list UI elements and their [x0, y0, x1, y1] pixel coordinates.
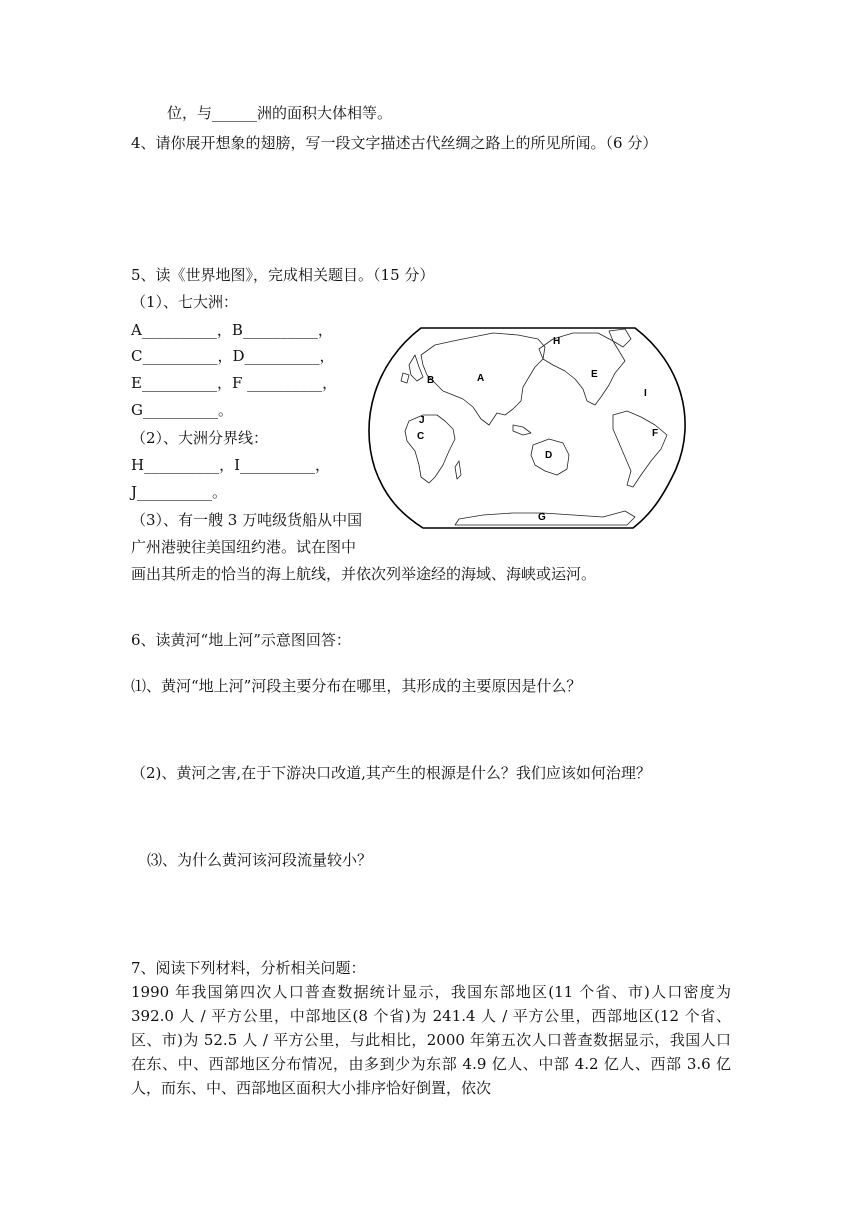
- map-label-h: H: [553, 336, 561, 347]
- question-5: 5、读《世界地图》，完成相关题目。（15 分）: [131, 266, 435, 284]
- map-label-j: J: [419, 415, 425, 426]
- map-label-a: A: [477, 373, 485, 384]
- q7-material-paragraph: 1990 年我国第四次人口普查数据统计显示，我国东部地区(11 个省、市)人口密度为 392.0 人 / 平方公里，中部地区(8 个省)为 241.4 人 / 平方公里，西部地区(12 个省、区、市)为 52.5 人 / 平方公里，与此相比，2000 年第五次人口普查数据显示，我国人口在东、中、西部地区分布情况，由多到少为东部 4.9 亿人、中部 4.2 亿人、西部 3.6 亿人，而东、中、西部地区面积大小排序恰好倒置，依次: [131, 983, 731, 1097]
- blank-j: J__________。: [131, 483, 228, 501]
- blank-ab: A__________，B__________，: [131, 321, 333, 339]
- q5-part-3-line1: （3）、有一艘 3 万吨级货船从中国: [131, 511, 363, 529]
- blank-cd: C__________，D__________，: [131, 347, 335, 365]
- map-label-g: G: [538, 512, 546, 523]
- map-label-d: D: [545, 450, 553, 461]
- map-label-f: F: [652, 428, 659, 439]
- map-label-b: B: [427, 375, 435, 386]
- blank-g: G__________。: [131, 401, 233, 419]
- q5-part-3-line2: 广州港驶往美国纽约港。试在图中: [131, 538, 357, 556]
- question-4: 4、请你展开想象的翅膀，写一段文字描述古代丝绸之路上的所见所闻。（6 分）: [131, 134, 658, 152]
- q6-part-2: （2)、黄河之害,在于下游决口改道,其产生的根源是什么？我们应该如何治理？: [131, 764, 651, 782]
- question-6: 6、读黄河“地上河”示意图回答：: [131, 631, 351, 649]
- map-label-i: I: [644, 388, 647, 399]
- question-7: 7、阅读下列材料，分析相关问题：: [131, 959, 366, 977]
- map-label-c: C: [417, 431, 425, 442]
- q5-part-3-line3: 画出其所走的恰当的海上航线，并依次列举途经的海域、海峡或运河。: [131, 565, 597, 583]
- blank-ef: E__________，F __________，: [131, 374, 338, 392]
- blank-hi: H__________，I__________，: [131, 456, 331, 474]
- q3-continuation: 位，与______洲的面积大体相等。: [167, 104, 393, 122]
- q5-part-2: （2）、大洲分界线：: [131, 429, 269, 447]
- q6-part-3: ⑶、为什么黄河该河段流量较小？: [147, 851, 373, 869]
- map-label-e: E: [591, 369, 598, 380]
- q6-part-1: ⑴、黄河“地上河”河段主要分布在哪里，其形成的主要原因是什么？: [131, 677, 582, 695]
- q5-part-1: （1）、七大洲：: [131, 293, 239, 311]
- world-map: [363, 325, 693, 531]
